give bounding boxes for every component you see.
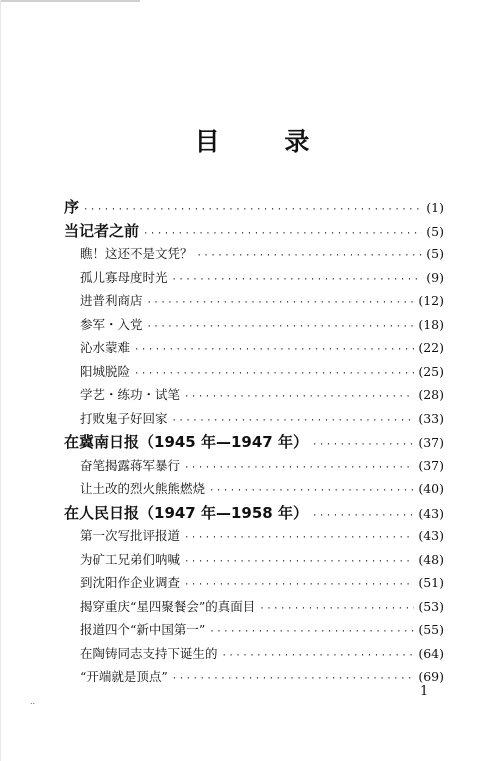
dot-leader [143,223,422,245]
toc-entry-title: 在人民日报（1947 年—1958 年） [64,503,308,522]
stray-mark: .. [30,697,36,706]
toc-section-entry [64,431,444,453]
toc-entry-title: 在冀南日报（1945 年—1947 年） [64,433,308,451]
toc-entry-page: (18) [418,316,444,332]
toc-entry-page: (64) [418,645,444,661]
toc-entry-title: 第一次写批评报道 [80,528,181,543]
toc-entry-title: “开端就是顶点” [80,669,168,684]
toc-entry-title: 参军・入党 [80,316,143,332]
toc-entry-page: (69) [418,669,444,684]
page-number: 1 [420,684,429,699]
toc-entry-title: 为矿工兄弟们呐喊 [80,551,181,567]
scan-edge-left [0,0,1,761]
toc-entry [80,549,444,571]
toc-entry-title: 揭穿重庆“星四聚餐会”的真面目 [80,598,256,614]
dot-leader [184,386,414,408]
toc-entry-page: (22) [418,340,444,355]
dot-leader [134,363,414,385]
toc-entry [80,337,444,359]
toc-entry-page: (1) [426,200,444,215]
dot-leader [172,269,423,291]
toc-entry-title: 在陶铸同志支持下诞生的 [80,645,218,661]
toc-entry-page: (48) [418,551,444,567]
toc-entry-title: 到沈阳作企业调查 [80,575,181,590]
scan-edge-top [0,0,140,2]
toc-entry-title: 进普利商店 [80,293,143,308]
toc-entry [80,243,444,265]
toc-entry-page: (9) [426,269,444,285]
dot-leader [312,434,414,456]
dot-leader [209,621,414,643]
toc-entry [80,666,444,688]
toc-section-entry [64,502,444,524]
toc-entry-page: (25) [418,363,444,379]
dot-leader [172,410,415,432]
dot-leader [312,505,414,527]
toc-entry-title: 奋笔揭露蒋军暴行 [80,457,181,473]
toc-entry [80,290,444,312]
toc-entry [80,572,444,594]
toc-entry-title: 序 [64,198,80,216]
dot-leader [147,316,415,338]
dot-leader [184,574,414,596]
toc-entry-page: (37) [418,435,444,450]
dot-leader [184,551,414,573]
toc-entry-title: 当记者之前 [64,221,140,240]
toc-entry-title: 让土改的烈火熊熊燃烧 [80,481,206,496]
toc-entry-page: (12) [418,293,444,308]
toc-entry-title: 瞧！这还不是文凭？ [80,246,193,261]
toc-entry [80,525,444,547]
toc-entry-title: 孤儿寡母度时光 [80,269,168,285]
toc-entry [80,408,444,430]
toc-entry-title: 沁水蒙难 [80,340,131,355]
toc-entry-page: (28) [418,387,444,402]
toc-entry [80,643,444,665]
toc-entry-page: (33) [418,410,444,426]
toc-entry [80,478,444,500]
toc-entry-page: (5) [426,246,444,261]
dot-leader [172,668,415,690]
toc-entry-page: (53) [418,598,444,614]
dot-leader [134,339,414,361]
toc-entry-title: 阳城脱险 [80,363,131,379]
toc-entry-page: (40) [418,481,444,496]
toc-entry-page: (55) [418,622,444,637]
toc-entry-page: (5) [426,223,444,239]
toc-entry [80,361,444,383]
toc-entry [80,384,444,406]
toc-entry-page: (43) [418,528,444,543]
dot-leader [197,245,423,267]
toc-entry [80,267,444,289]
toc-section-entry [64,196,444,218]
dot-leader [222,645,415,667]
toc-entry-title: 打败鬼子好回家 [80,410,168,426]
toc-entry [80,455,444,477]
dot-leader [209,480,414,502]
dot-leader [184,527,414,549]
toc-entry-page: (51) [418,575,444,590]
dot-leader [184,457,414,479]
toc-entry [80,619,444,641]
toc-title: 目 录 [194,127,338,156]
toc-entry [80,596,444,618]
toc-entry-page: (37) [418,457,444,473]
toc-section-entry [64,220,444,242]
toc-entry-title: 学艺・练功・试笔 [80,387,181,402]
toc-entry [80,314,444,336]
dot-leader [83,199,422,221]
dot-leader [147,292,415,314]
toc-entry-page: (43) [418,505,444,521]
toc-entry-title: 报道四个“新中国第一” [80,622,206,637]
dot-leader [259,598,414,620]
